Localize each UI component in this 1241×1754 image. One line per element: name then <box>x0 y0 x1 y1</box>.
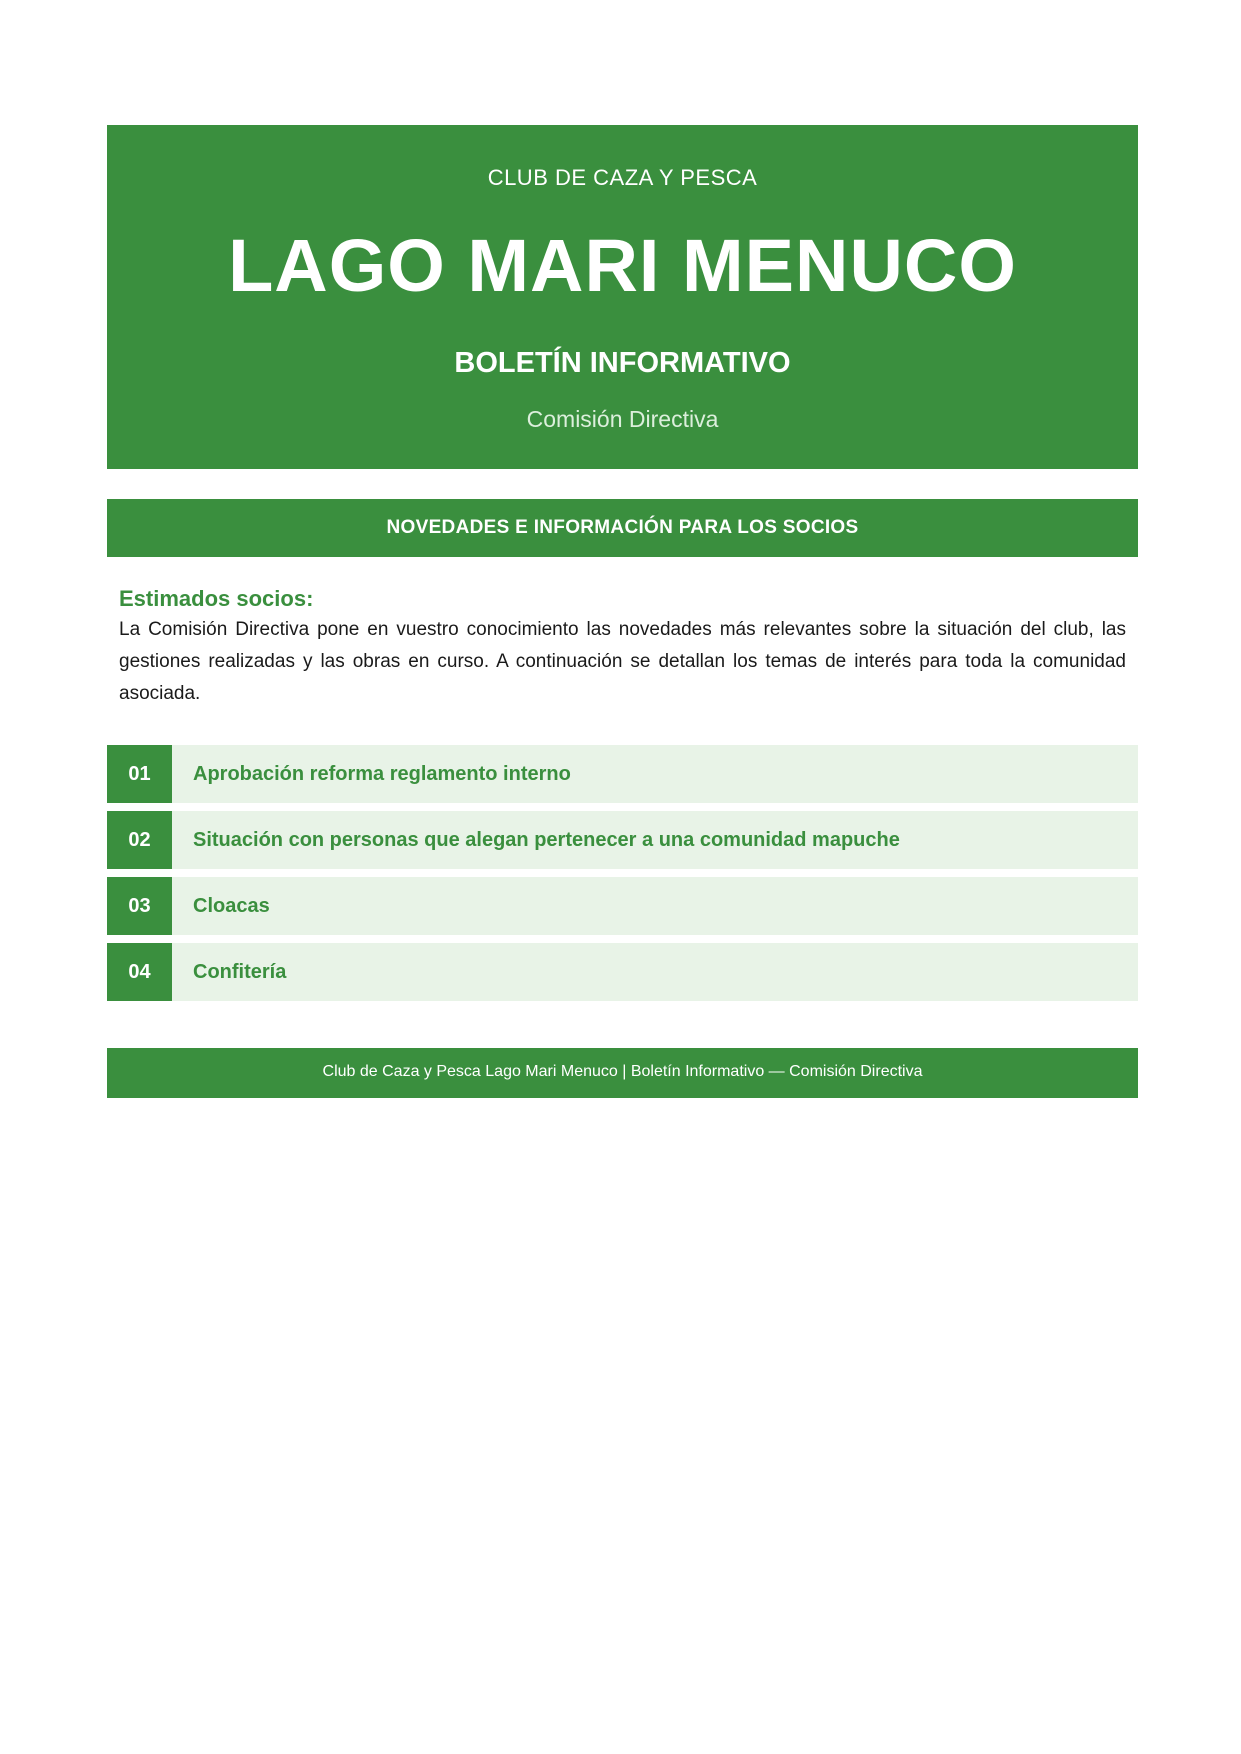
topic-number: 02 <box>107 811 172 869</box>
topic-item <box>107 811 1138 869</box>
topic-list <box>107 745 1138 1001</box>
club-kicker: CLUB DE CAZA Y PESCA <box>487 165 758 190</box>
topic-title: Cloacas <box>193 894 270 917</box>
topic-item <box>107 877 1138 935</box>
topic-number: 01 <box>107 745 172 803</box>
topic-number: 03 <box>107 877 172 935</box>
newsletter-page <box>107 125 1138 1098</box>
newsletter-header <box>107 125 1138 469</box>
intro-paragraph: La Comisión Directiva pone en vuestro conocimiento las novedades más relevantes sobre la situación del club, las gestiones realizadas y las obras en curso. A continuación se detallan los temas de interés para toda la comunidad asociada. <box>119 619 1126 705</box>
topic-item <box>107 943 1138 1001</box>
topic-title: Confitería <box>193 960 287 983</box>
topic-title: Situación con personas que alegan pertenecer a una comunidad mapuche <box>193 828 900 851</box>
newsletter-subtitle: BOLETÍN INFORMATIVO <box>454 347 791 379</box>
club-title: LAGO MARI MENUCO <box>228 224 1017 307</box>
intro-block <box>107 557 1138 710</box>
topic-item <box>107 745 1138 803</box>
newsletter-footer: Club de Caza y Pesca Lago Mari Menuco | Boletín Informativo — Comisión Directiva <box>107 1048 1138 1098</box>
topic-title: Aprobación reforma reglamento interno <box>193 762 571 785</box>
section-heading: NOVEDADES E INFORMACIÓN PARA LOS SOCIOS <box>107 499 1138 557</box>
committee-label: Comisión Directiva <box>526 406 719 432</box>
greeting: Estimados socios: <box>119 586 314 611</box>
topic-number: 04 <box>107 943 172 1001</box>
